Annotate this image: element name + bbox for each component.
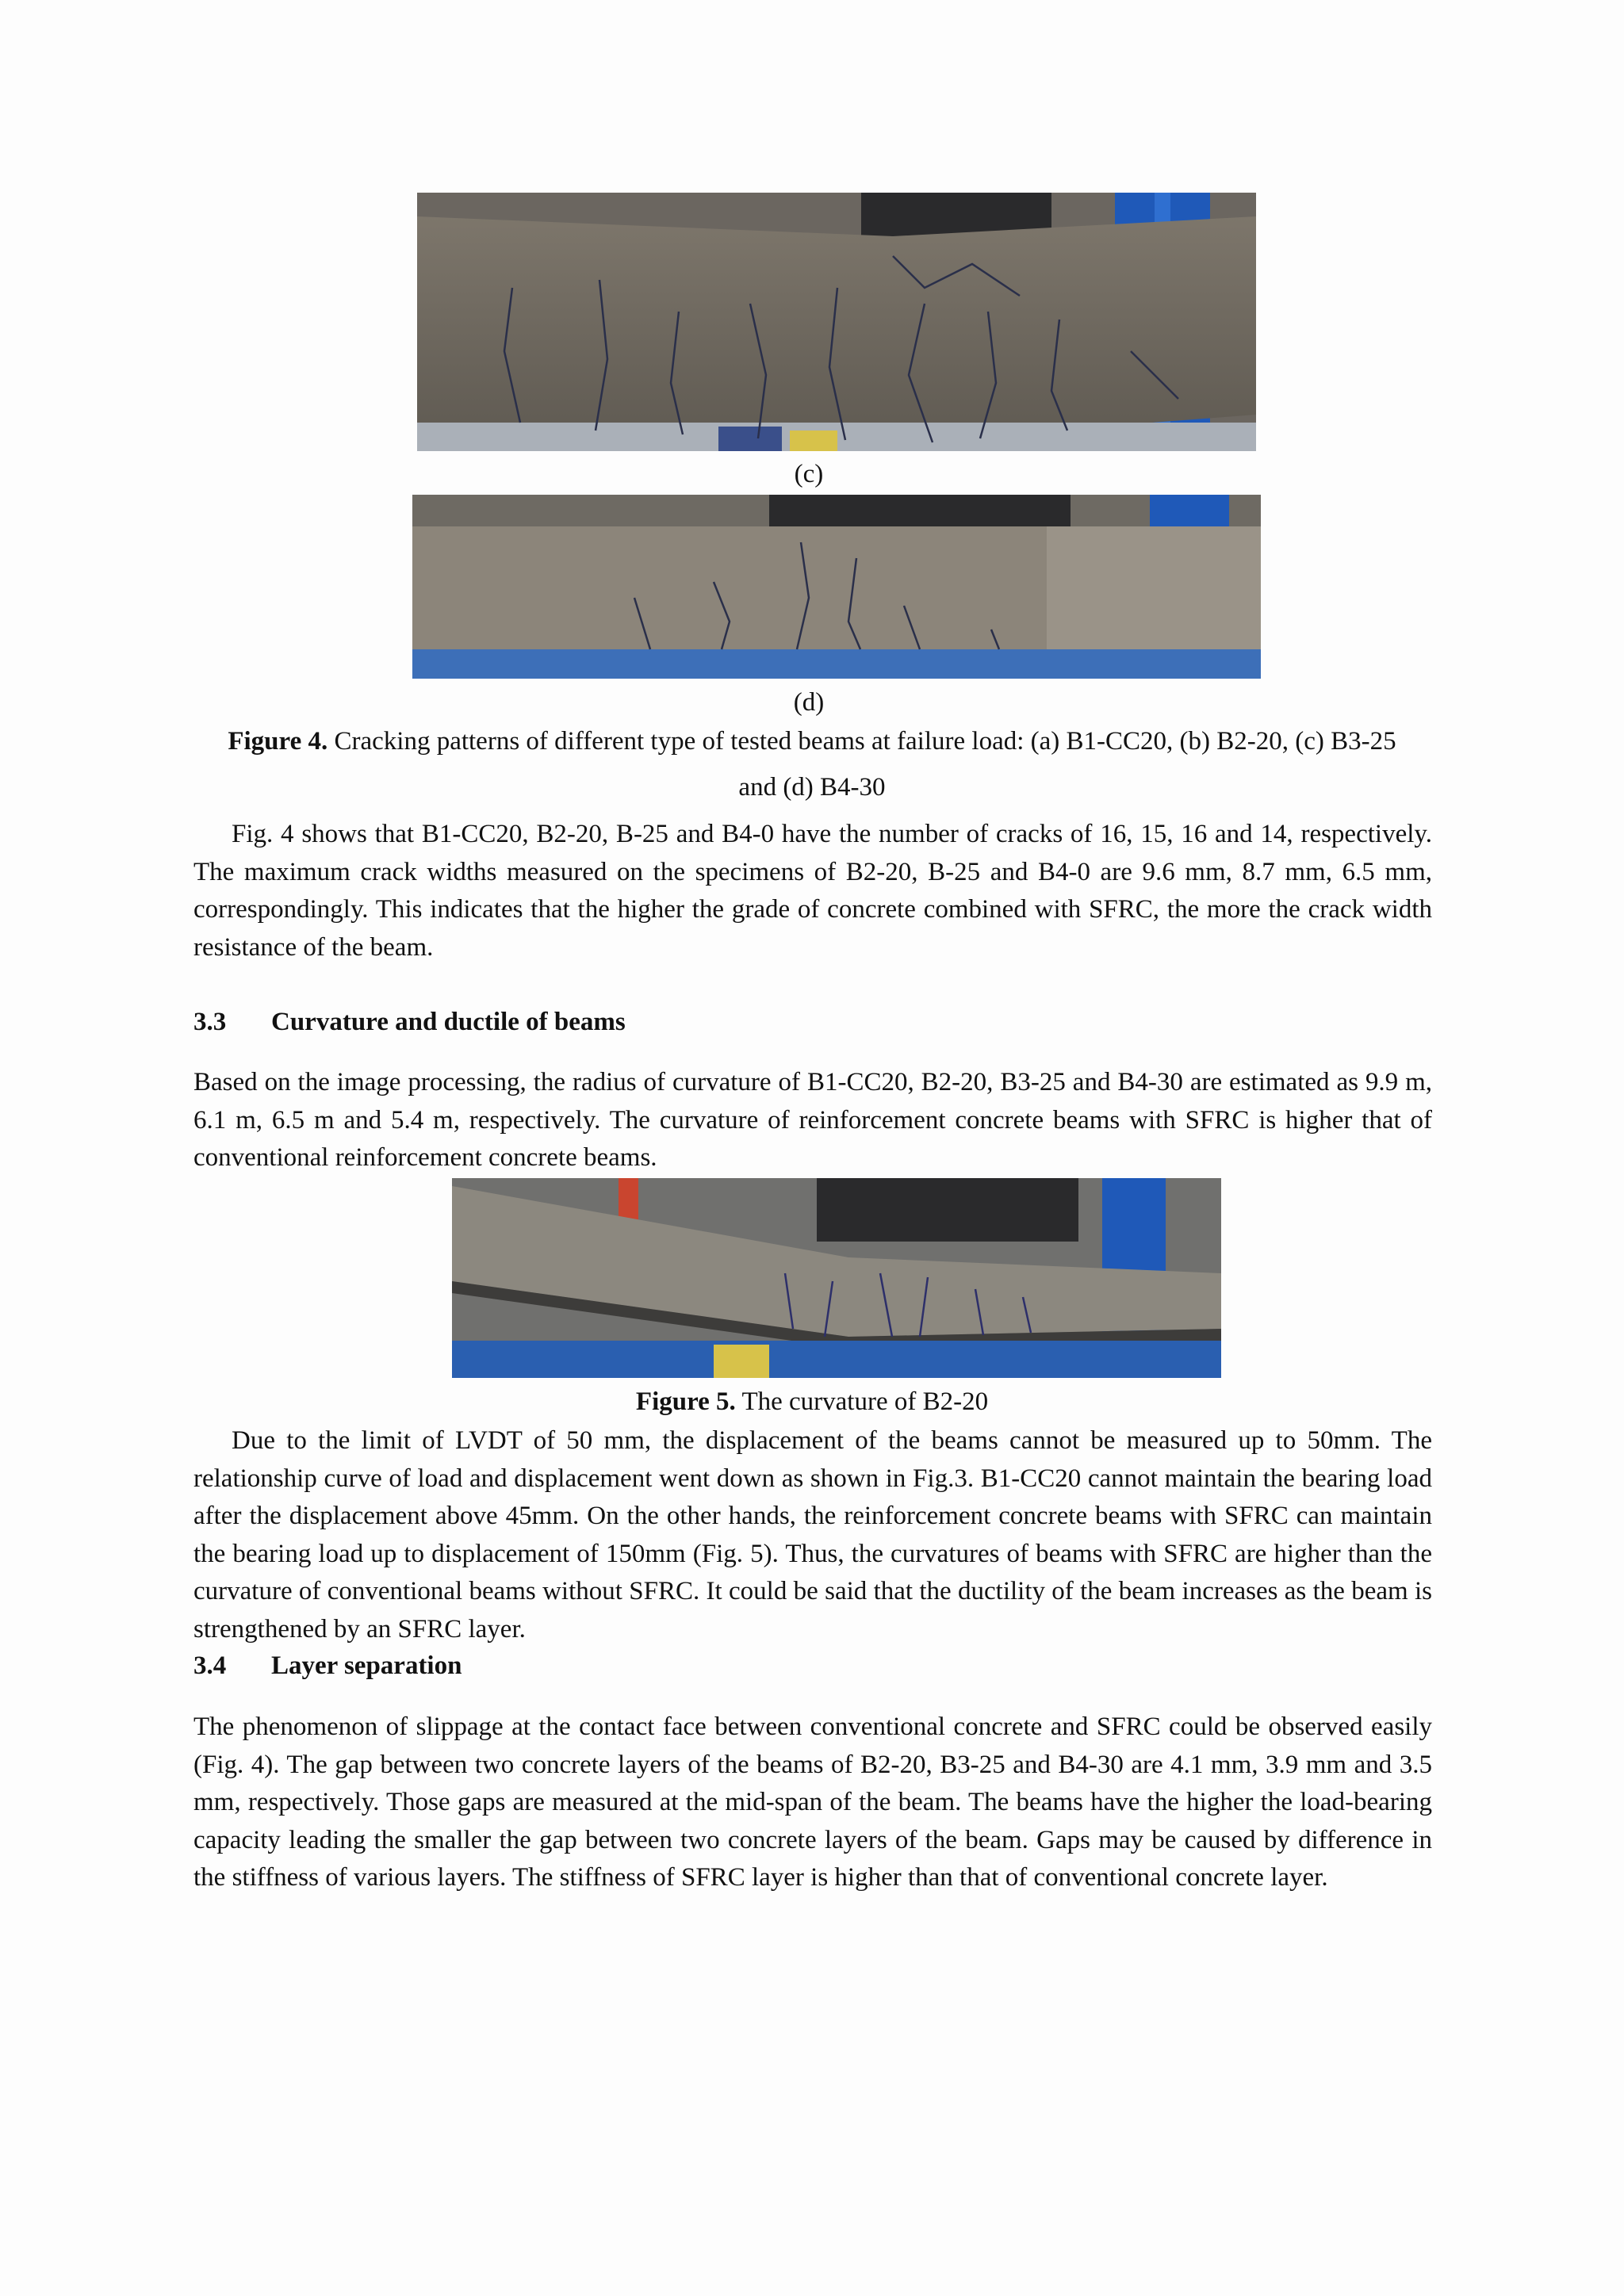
paragraph-layer-separation: The phenomenon of slippage at the contact face between conventional concrete and SFRC could be observed easily (Fig. 4). The gap between two concrete layers of the beams of B2-20, B3-25 and B4-30 are 4.1 mm, 3.9 mm and 3.5 mm, respectively. Those gaps are measured at the mid-span of the beam. The beams have the higher the load-bearing capacity leading the smaller the gap between two concrete layers of the beam. Gaps may be caused by difference in the stiffness of various layers. The stiffness of SFRC layer is higher than that of conventional concrete layer. bbox=[193, 1712, 1432, 1892]
figure-d-photo bbox=[412, 495, 1261, 679]
figure-5-photo bbox=[452, 1178, 1221, 1378]
paragraph-curvature: Based on the image processing, the radius of curvature of B1-CC20, B2-20, B3-25 and B4-30 are estimated as 9.9 m, 6.1 m, 6.5 m and 5.4 m, respectively. The curvature of reinforcement concrete beams with SFRC is higher that of conventional reinforcement concrete beams. bbox=[193, 1068, 1432, 1172]
section-number: 3.3 bbox=[193, 1008, 227, 1036]
figure-4-text-line1: Cracking patterns of different type of tested beams at failure load: (a) B1-CC20, (b) B2-20, (c) B3-25 bbox=[327, 727, 1396, 756]
figure-4-label: Figure 4. bbox=[228, 727, 328, 756]
figure-c-label: (c) bbox=[794, 460, 824, 488]
figure-5-caption bbox=[0, 1386, 1624, 1418]
section-number: 3.4 bbox=[193, 1651, 227, 1680]
figure-c-photo bbox=[417, 193, 1256, 451]
figure-d-label: (d) bbox=[793, 688, 825, 717]
section-heading-3-4 bbox=[193, 1647, 462, 1685]
section-title: Layer separation bbox=[271, 1651, 462, 1680]
paragraph-crack-results: Fig. 4 shows that B1-CC20, B2-20, B-25 and B4-0 have the number of cracks of 16, 15, 16 and 14, respectively. The maximum crack widths measured on the specimens of B2-20, B-25 and B4-0 are 9.6 mm, 8.7 mm, 6.5 mm, correspondingly. This indicates that the higher the grade of concrete combined with SFRC, the more the crack width resistance of the beam. bbox=[193, 820, 1432, 962]
figure-5-text: The curvature of B2-20 bbox=[735, 1387, 989, 1416]
paragraph-ductility: Due to the limit of LVDT of 50 mm, the displacement of the beams cannot be measured up to 50mm. The relationship curve of load and displacement went down as shown in Fig.3. B1-CC20 cannot maintain the bearing load after the displacement above 45mm. On the other hands, the reinforcement concrete beams with SFRC can maintain the bearing load up to displacement of 150mm (Fig. 5). Thus, the curvatures of beams with SFRC are higher than the curvature of conventional beams without SFRC. It could be said that the ductility of the beam increases as the beam is strengthened by an SFRC layer. bbox=[193, 1426, 1432, 1644]
section-heading-3-3 bbox=[193, 1004, 626, 1041]
section-title: Curvature and ductile of beams bbox=[271, 1008, 626, 1036]
figure-4-caption bbox=[190, 718, 1434, 810]
figure-4-text-line2: and (d) B4-30 bbox=[738, 773, 886, 802]
figure-5-label: Figure 5. bbox=[635, 1387, 736, 1416]
